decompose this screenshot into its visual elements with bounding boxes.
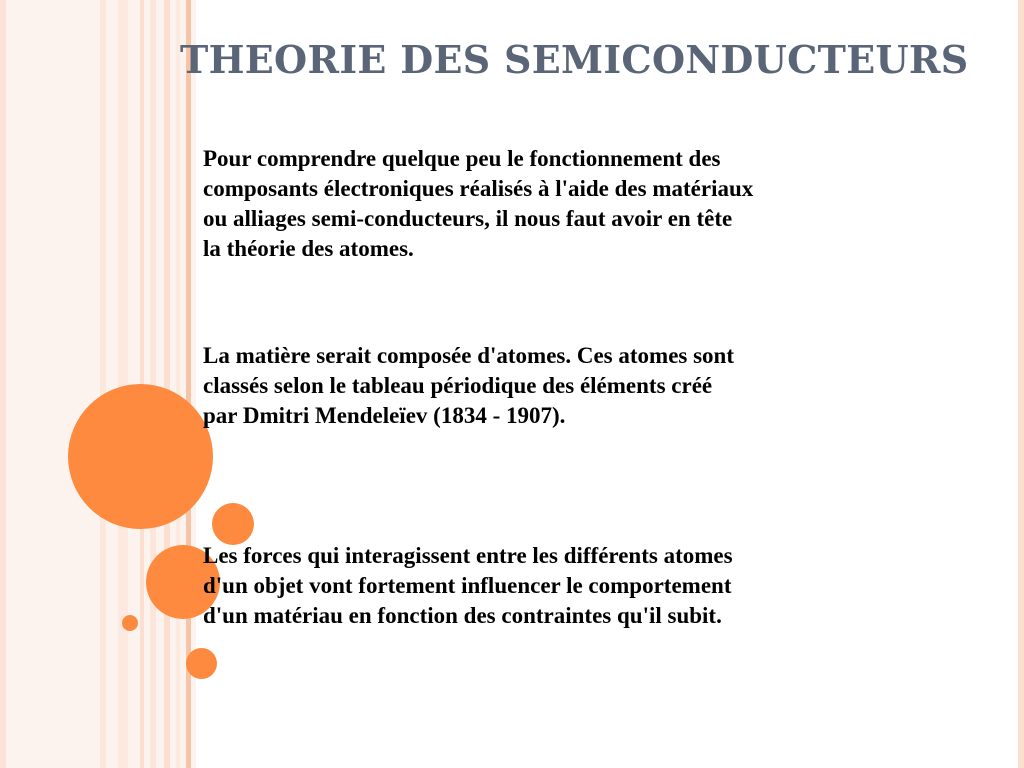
paragraph-forces: Les forces qui interagissent entre les différents atomes d'un objet vont fortement influencer le comportement d'un matériau en fonction des contraintes qu'il subit. [203, 543, 733, 628]
paragraph-intro: Pour comprendre quelque peu le fonctionnement des composants électroniques réalisés à l'aide des matériaux ou alliages semi-conducteurs, il nous faut avoir en tête la théorie des atomes. [203, 146, 754, 261]
decorative-circle-large [68, 384, 213, 529]
decorative-circle-small [186, 648, 217, 679]
right-edge-stripe [1018, 0, 1024, 768]
slide-title: THEORIE DES SEMICONDUCTEURS [180, 37, 969, 82]
decorative-stripe [100, 0, 106, 768]
decorative-stripe [0, 0, 6, 768]
decorative-stripe [118, 0, 128, 768]
decorative-circle-tiny [122, 615, 138, 631]
decorative-stripe [164, 0, 170, 768]
decorative-stripe [176, 0, 180, 768]
paragraph-atoms: La matière serait composée d'atomes. Ces atomes sont classés selon le tableau périodique des éléments créé par Dmitri Mendeleïev (1834 - 1907). [203, 343, 735, 428]
decorative-circle-small [212, 503, 254, 545]
decorative-stripe-band [0, 0, 196, 768]
